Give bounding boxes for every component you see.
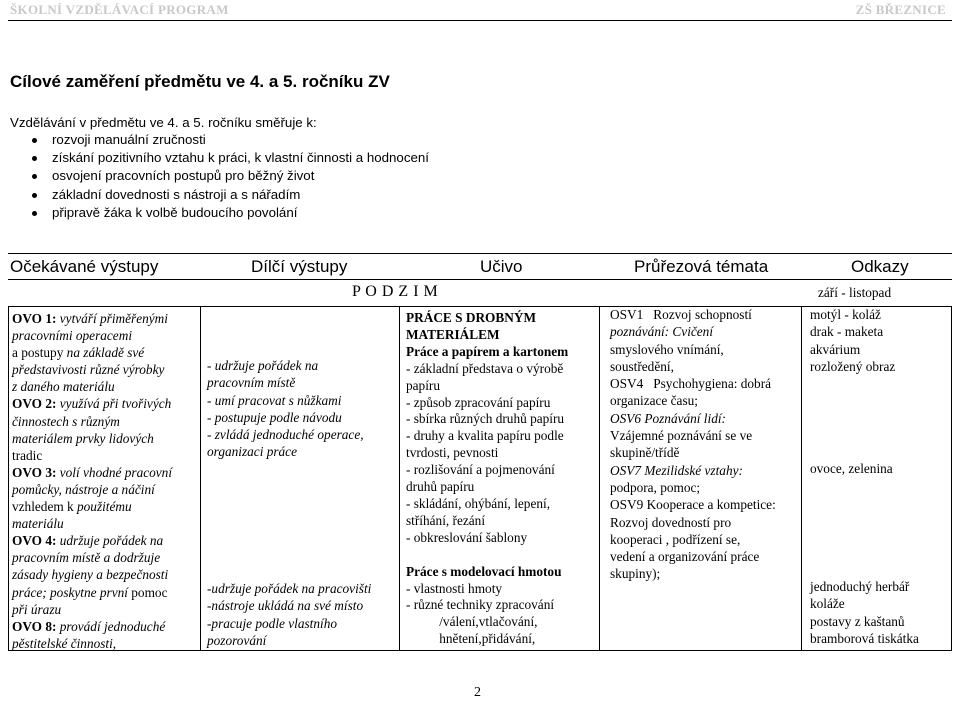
text-segment: Práce s modelovací hmotou xyxy=(406,563,562,579)
text-segment: materiálu xyxy=(12,516,64,532)
text-line xyxy=(12,464,172,481)
text-line xyxy=(610,514,776,531)
text-line xyxy=(12,413,172,430)
text-line xyxy=(610,392,776,409)
text-segment: z daného materiálu xyxy=(12,379,115,395)
text-line xyxy=(12,515,172,532)
text-line: - postupuje podle návodu xyxy=(207,409,342,425)
goal-item: rozvoji manuální zručnosti xyxy=(32,131,429,149)
text-line: -udržuje pořádek na pracovišti xyxy=(207,581,372,596)
text-segment: vzhledem k xyxy=(12,499,74,515)
th-expected-outcomes: Očekávané výstupy xyxy=(10,257,159,276)
text-line xyxy=(406,496,568,513)
text-segment: smyslového vnímání, xyxy=(610,341,724,357)
text-line xyxy=(12,532,172,549)
text-line xyxy=(12,601,172,618)
text-line: motýl - koláž xyxy=(810,307,881,322)
text-line xyxy=(12,498,172,515)
text-line xyxy=(406,310,568,327)
text-line: postavy z kaštanů xyxy=(810,613,905,629)
text-line: - zvládá jednoduché operace, xyxy=(207,427,364,443)
text-segment: - základní představa o výrobě xyxy=(406,360,564,376)
text-line: -pracuje podle vlastního xyxy=(207,615,337,631)
text-segment: na základě své xyxy=(63,345,145,361)
text-segment: papíru xyxy=(406,377,440,393)
text-line xyxy=(406,327,568,344)
text-segment: MATERIÁLEM xyxy=(406,326,500,342)
text-line: pracovním místě xyxy=(207,375,296,391)
text-line xyxy=(406,462,568,479)
text-segment: - druhy a kvalita papíru podle xyxy=(406,428,564,444)
text-segment: podpora, pomoc; xyxy=(610,479,701,495)
references-herbarium xyxy=(810,578,919,647)
text-segment: soustředění, xyxy=(610,358,674,374)
text-segment xyxy=(406,547,409,562)
text-segment: OVO 2: xyxy=(12,396,57,412)
text-segment: materiálem prvky lidových xyxy=(12,430,154,446)
text-line xyxy=(12,395,172,412)
text-line xyxy=(406,395,568,412)
text-segment: OVO 4: xyxy=(12,533,57,549)
text-segment: Vzájemné poznávání se ve xyxy=(610,428,753,444)
text-segment: činnostech s různým xyxy=(12,413,120,429)
text-line xyxy=(610,548,776,565)
text-line xyxy=(406,411,568,428)
page-title: Cílové zaměření předmětu ve 4. a 5. ročníku ZV xyxy=(10,72,390,91)
text-segment: - sbírka různých druhů papíru xyxy=(406,411,565,427)
text-segment: tradic xyxy=(12,447,43,463)
text-line xyxy=(406,479,568,496)
text-line xyxy=(610,496,776,513)
page-number: 2 xyxy=(474,685,481,700)
text-segment: OSV6 Poznávání lidí: xyxy=(610,410,726,426)
text-line: - umí pracovat s nůžkami xyxy=(207,392,342,408)
text-segment: Práce a papírem a kartonem xyxy=(406,343,569,359)
text-line xyxy=(12,378,172,395)
text-line xyxy=(12,430,172,447)
header-school-name: ZŠ BŘEZNICE xyxy=(855,2,946,17)
text-segment: OVO 1: xyxy=(12,311,57,326)
text-segment: druhů papíru xyxy=(406,479,475,495)
text-line: pozorování xyxy=(207,632,267,648)
text-segment: Rozvoj dovedností pro xyxy=(610,514,732,530)
text-line: organizaci práce xyxy=(207,444,297,460)
text-segment: - skládání, ohýbání, lepení, xyxy=(406,495,551,511)
text-segment: pomoc xyxy=(127,584,168,600)
text-segment: volí vhodné pracovní xyxy=(56,464,173,480)
text-line xyxy=(610,444,776,461)
text-segment: práce; poskytne první xyxy=(12,584,128,600)
text-line xyxy=(610,375,776,392)
text-segment: při úrazu xyxy=(12,601,62,617)
text-segment: - vlastnosti hmoty xyxy=(406,580,503,596)
goal-item: připravě žáka k volbě budoucího povolání xyxy=(32,204,429,222)
intro-text: Vzdělávání v předmětu ve 4. a 5. ročníku směřuje k: xyxy=(10,115,317,130)
text-line xyxy=(406,614,568,631)
text-segment: skupině/třídě xyxy=(610,445,680,461)
th-references: Odkazy xyxy=(851,257,909,276)
text-segment: /válení,vtlačování, xyxy=(406,614,538,630)
header-rule xyxy=(8,20,952,21)
text-line xyxy=(406,581,568,598)
text-line xyxy=(12,566,172,583)
text-segment: představivosti různé výrobky xyxy=(12,362,165,378)
partial-outcomes-autumn xyxy=(207,357,364,461)
text-line xyxy=(610,531,776,548)
text-line xyxy=(610,306,776,323)
text-segment: poznávání: xyxy=(610,324,670,340)
text-line xyxy=(610,341,776,358)
text-line xyxy=(12,584,172,601)
header-school-program: ŠKOLNÍ VZDĚLÁVACÍ PROGRAM xyxy=(10,2,229,17)
text-line: akvárium xyxy=(810,341,861,357)
text-segment: - rozlišování a pojmenování xyxy=(406,462,555,478)
table-header-rule xyxy=(8,279,952,280)
season-label: P O D Z I M xyxy=(352,283,439,300)
text-line xyxy=(12,361,172,378)
text-line: drak - maketa xyxy=(810,324,884,340)
text-line xyxy=(406,631,568,648)
text-line xyxy=(610,323,776,340)
goal-item: získání pozitivního vztahu k práci, k vlastní činnosti a hodnocení xyxy=(32,149,429,167)
text-segment: - způsob zpracování papíru xyxy=(406,394,551,410)
goal-item: osvojení pracovních postupů pro běžný život xyxy=(32,167,429,185)
partial-outcomes-tidy xyxy=(207,580,371,649)
text-line xyxy=(406,378,568,395)
expected-outcomes-text xyxy=(12,310,172,652)
text-line xyxy=(406,530,568,547)
text-segment: vedení a organizování práce xyxy=(610,549,760,565)
text-line: -nástroje ukládá na své místo xyxy=(207,598,364,614)
text-segment: Cvičení xyxy=(669,324,714,340)
text-line xyxy=(406,597,568,614)
text-line: koláže xyxy=(810,596,845,612)
text-segment: pracovním místě a dodržuje xyxy=(12,550,161,566)
table-header-row xyxy=(8,253,952,280)
text-segment: kooperaci , podřízení se, xyxy=(610,531,741,547)
text-segment: hnětení,přidávání, xyxy=(406,631,536,647)
goal-item: základní dovednosti s nástroji a s nářadím xyxy=(32,186,429,204)
text-segment: - různé techniky zpracování xyxy=(406,597,555,613)
text-segment: PRÁCE S DROBNÝM xyxy=(406,310,537,325)
text-line: bramborová tiskátka xyxy=(810,630,919,646)
goals-list xyxy=(32,131,429,222)
text-line xyxy=(12,635,172,652)
text-segment: použitému xyxy=(73,499,132,515)
references-crafts xyxy=(810,306,895,375)
months-label: září - listopad xyxy=(818,285,892,300)
text-line xyxy=(610,358,776,375)
text-line xyxy=(406,547,568,564)
th-partial-outcomes: Dílčí výstupy xyxy=(251,257,348,276)
text-line xyxy=(406,564,568,581)
text-line xyxy=(610,427,776,444)
text-line xyxy=(406,344,568,361)
text-segment: OSV7 Mezilidské vztahy: xyxy=(610,462,743,478)
text-segment: organizace času; xyxy=(610,393,698,409)
text-line xyxy=(12,310,172,327)
text-line: jednoduchý herbář xyxy=(810,579,910,594)
text-segment: pomůcky, nástroje a náčiní xyxy=(12,481,155,497)
curriculum-text xyxy=(406,310,568,648)
text-line xyxy=(12,327,172,344)
text-segment: využívá při tvořivých xyxy=(56,396,172,412)
text-segment: OSV4 Psychohygiena: dobrá xyxy=(610,376,772,392)
cross-topics-text xyxy=(610,306,776,583)
text-line xyxy=(406,361,568,378)
text-segment: OSV9 Kooperace a kompetice: xyxy=(610,497,776,513)
text-line: - udržuje pořádek na xyxy=(207,358,319,373)
text-line xyxy=(610,565,776,582)
text-line: ovoce, zelenina xyxy=(810,461,893,476)
text-segment: zásady hygieny a bezpečnosti xyxy=(12,567,169,583)
text-line: rozložený obraz xyxy=(810,358,896,374)
th-curriculum: Učivo xyxy=(480,257,523,276)
text-line xyxy=(12,447,172,464)
th-cross-topics: Průřezová témata xyxy=(634,257,769,276)
text-line xyxy=(406,428,568,445)
text-line xyxy=(12,481,172,498)
page-header xyxy=(0,0,960,19)
text-segment: vytváří přiměřenými xyxy=(56,311,168,326)
text-segment: pracovními operacemi xyxy=(12,328,133,344)
text-segment: stříhání, řezání xyxy=(406,512,486,528)
references-fruit xyxy=(810,460,893,477)
text-line xyxy=(610,410,776,427)
text-segment: - obkreslování šablony xyxy=(406,529,528,545)
text-segment: OSV1 Rozvoj schopností xyxy=(610,307,752,322)
text-segment: OVO 3: xyxy=(12,464,57,480)
text-line xyxy=(12,549,172,566)
text-line xyxy=(406,513,568,530)
text-line xyxy=(12,618,172,635)
text-line xyxy=(610,462,776,479)
text-segment: pěstitelské činnosti, xyxy=(12,635,117,651)
text-segment: OVO 8: xyxy=(12,618,57,634)
text-segment: a postupy xyxy=(12,345,64,361)
text-segment: skupiny); xyxy=(610,566,661,582)
text-line xyxy=(12,344,172,361)
text-line xyxy=(406,445,568,462)
text-segment: provádí jednoduché xyxy=(56,618,166,634)
text-segment: udržuje pořádek na xyxy=(56,533,164,549)
text-line xyxy=(610,479,776,496)
text-segment: tvrdosti, pevnosti xyxy=(406,445,499,461)
